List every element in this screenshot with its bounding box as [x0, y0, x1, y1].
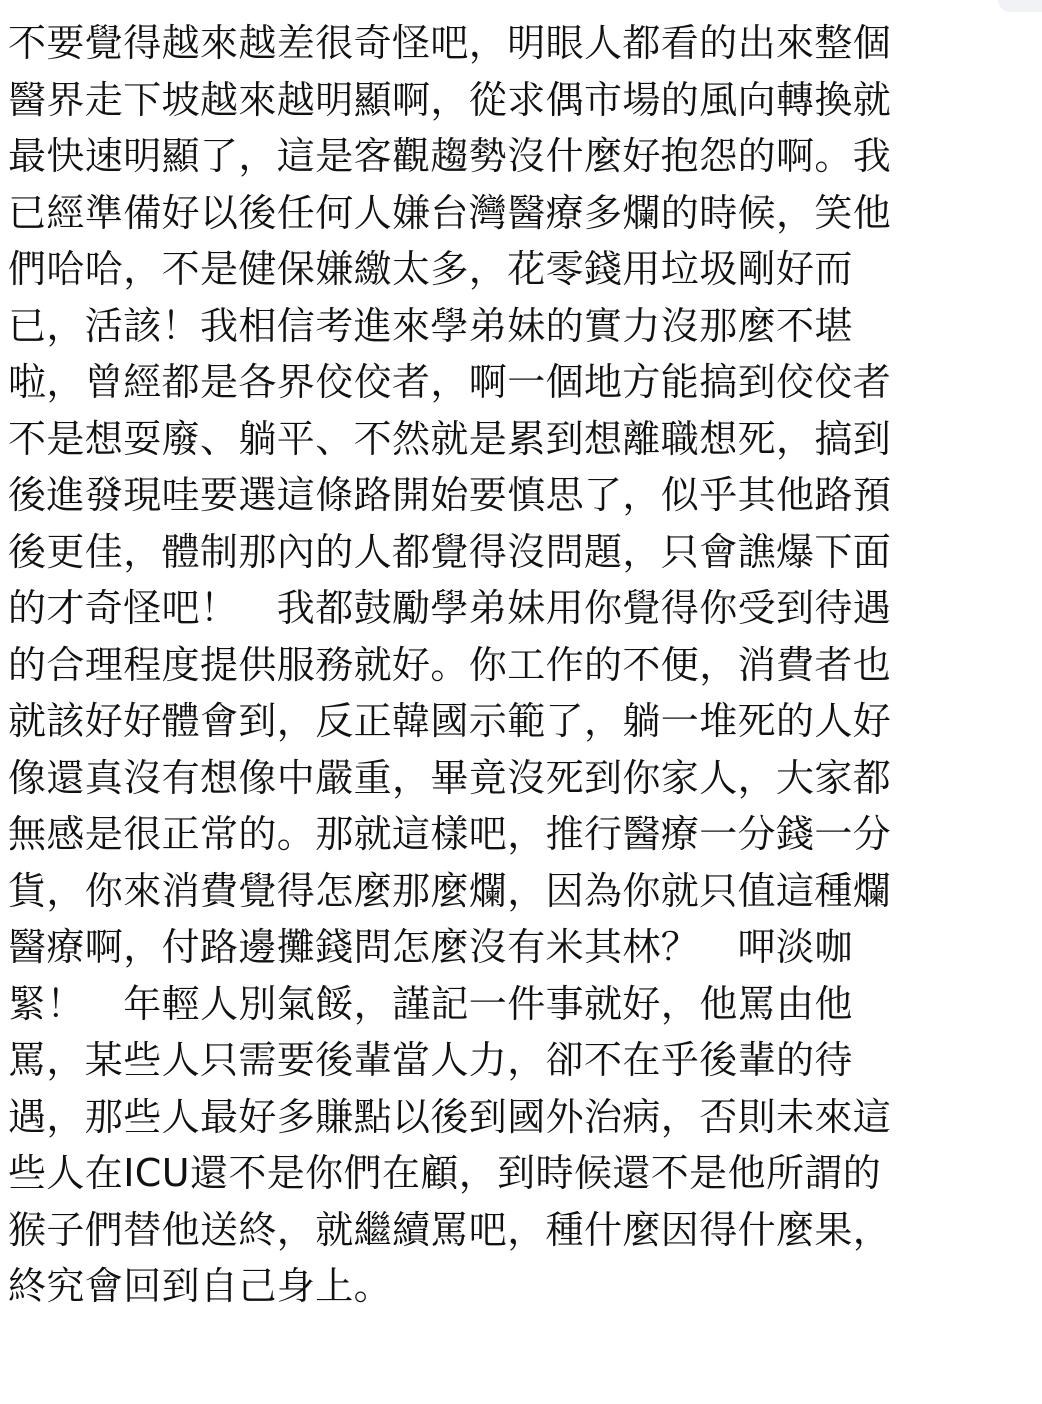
post-text-line: 猴子們替他送終，就繼續罵吧，種什麼因得什麼果， [8, 1207, 892, 1252]
post-body-text [8, 0, 1038, 1404]
post-text-line: 們哈哈，不是健保嫌繳太多，花零錢用垃圾剛好而 [8, 247, 853, 291]
post-text-line: 已，活該！我相信考進來學弟妹的實力沒那麼不堪 [8, 303, 853, 348]
post-text-line: 不是想耍廢、躺平、不然就是累到想離職想死，搞到 [8, 416, 892, 461]
post-text-line: 的才奇怪吧！ 我都鼓勵學弟妹用你覺得你受到待遇 [8, 586, 892, 630]
post-text-line: 些人在ICU還不是你們在顧，到時候還不是他所謂的 [8, 1151, 882, 1195]
post-text-line: 的合理程度提供服務就好。你工作的不便，消費者也 [8, 642, 892, 687]
post-text-line: 後更佳，體制那內的人都覺得沒問題，只會譙爆下面 [8, 529, 892, 574]
post-text-line: 醫界走下坡越來越明顯啊，從求偶市場的風向轉換就 [8, 77, 892, 122]
post-text-line: 無感是很正常的。那就這樣吧，推行醫療一分錢一分 [8, 812, 892, 856]
post-text-line: 像還真沒有想像中嚴重，畢竟沒死到你家人，大家都 [8, 755, 892, 800]
post-text-line: 醫療啊，付路邊攤錢問怎麼沒有米其林？ 呷淡咖 [8, 925, 853, 969]
post-text-line: 最快速明顯了，這是客觀趨勢沒什麼好抱怨的啊。我 [8, 134, 892, 178]
post-text-line: 後進發現哇要選這條路開始要慎思了，似乎其他路預 [8, 473, 892, 517]
post-text-line: 緊！ 年輕人別氣餒，謹記一件事就好，他罵由他 [8, 981, 853, 1026]
post-text-line: 已經準備好以後任何人嫌台灣醫療多爛的時候，笑他 [8, 190, 892, 235]
post-text-line: 就該好好體會到，反正韓國示範了，躺一堆死的人好 [8, 699, 892, 743]
post-text-line: 貨，你來消費覺得怎麼那麼爛，因為你就只值這種爛 [8, 868, 892, 913]
post-text-line: 遇，那些人最好多賺點以後到國外治病，否則未來這 [8, 1094, 892, 1139]
post-text-line: 啦，曾經都是各界佼佼者，啊一個地方能搞到佼佼者 [8, 360, 892, 404]
post-text-line: 罵，某些人只需要後輩當人力，卻不在乎後輩的待 [8, 1038, 853, 1082]
post-text-line: 終究會回到自己身上。 [8, 1264, 393, 1308]
post-text-line: 不要覺得越來越差很奇怪吧，明眼人都看的出來整個 [8, 21, 892, 65]
